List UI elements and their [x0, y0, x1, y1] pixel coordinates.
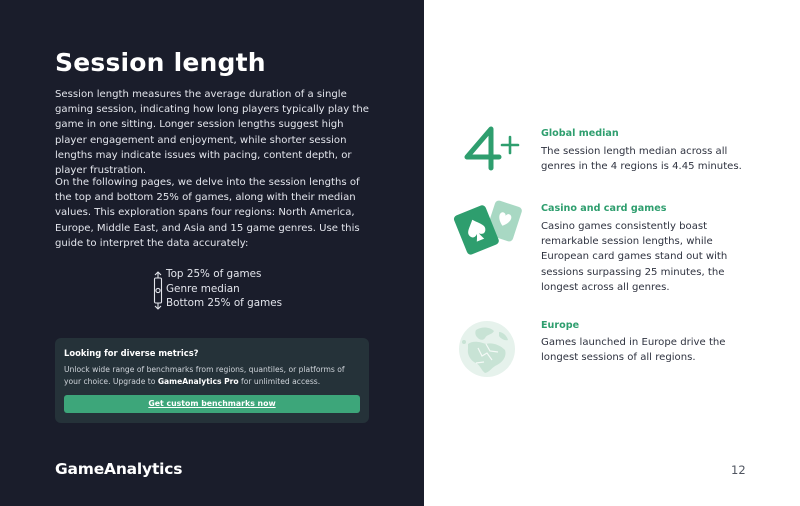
legend-top-label: Top 25% of games: [166, 268, 262, 280]
promo-text-part: for unlimited access.: [238, 377, 321, 387]
feature-title-europe: Europe: [541, 320, 580, 331]
feature-title-global-median: Global median: [541, 128, 619, 139]
gameanalytics-logo: GameAnalytics: [55, 460, 183, 478]
four-plus-icon: [464, 124, 522, 172]
feature-title-casino: Casino and card games: [541, 203, 667, 214]
feature-text-casino: Casino games consistently boast remarkable session lengths, while European card games stand out with sessions surpassing 25 minutes, the longest across all genres.: [541, 221, 728, 293]
page-title: Session length: [55, 48, 266, 77]
promo-card: [55, 338, 369, 423]
legend-bottom-label: Bottom 25% of games: [166, 297, 283, 309]
promo-pro-name: GameAnalytics Pro: [157, 377, 239, 387]
promo-text: [64, 364, 362, 388]
playing-cards-icon: [452, 197, 524, 255]
legend-median-label: Genre median: [166, 282, 240, 295]
intro-paragraph: Session length measures the average duration of a single gaming session, indicating how long players typically play the game in one sitting. Longer session lengths suggest high player engagement and enjoyment, while shorter session lengths may indicate issues with pacing, content depth, or player frustration.: [55, 89, 369, 177]
page-number: 12: [731, 463, 746, 477]
box-plot-icon: [152, 271, 164, 311]
promo-text-part: Unlock wide range of benchmarks from regions, quantiles, or platforms of your choice. Upgrade to: [64, 365, 345, 387]
europe-globe-icon: [456, 318, 518, 380]
promo-title: Looking for diverse metrics?: [64, 348, 199, 358]
feature-text-global-median: The session length median across all genres in the 4 regions is 4.45 minutes.: [541, 146, 742, 173]
guide-paragraph: On the following pages, we delve into the session lengths of the top and bottom 25% of games, along with their median values. This exploration spans four regions: North America, Europe, Middle East, and Asia and 15 game genres. Use this guide to interpret the data accurately:: [55, 177, 360, 249]
feature-text-europe: Games launched in Europe drive the longest sessions of all regions.: [541, 337, 726, 364]
get-benchmarks-button[interactable]: Get custom benchmarks now: [64, 395, 360, 413]
